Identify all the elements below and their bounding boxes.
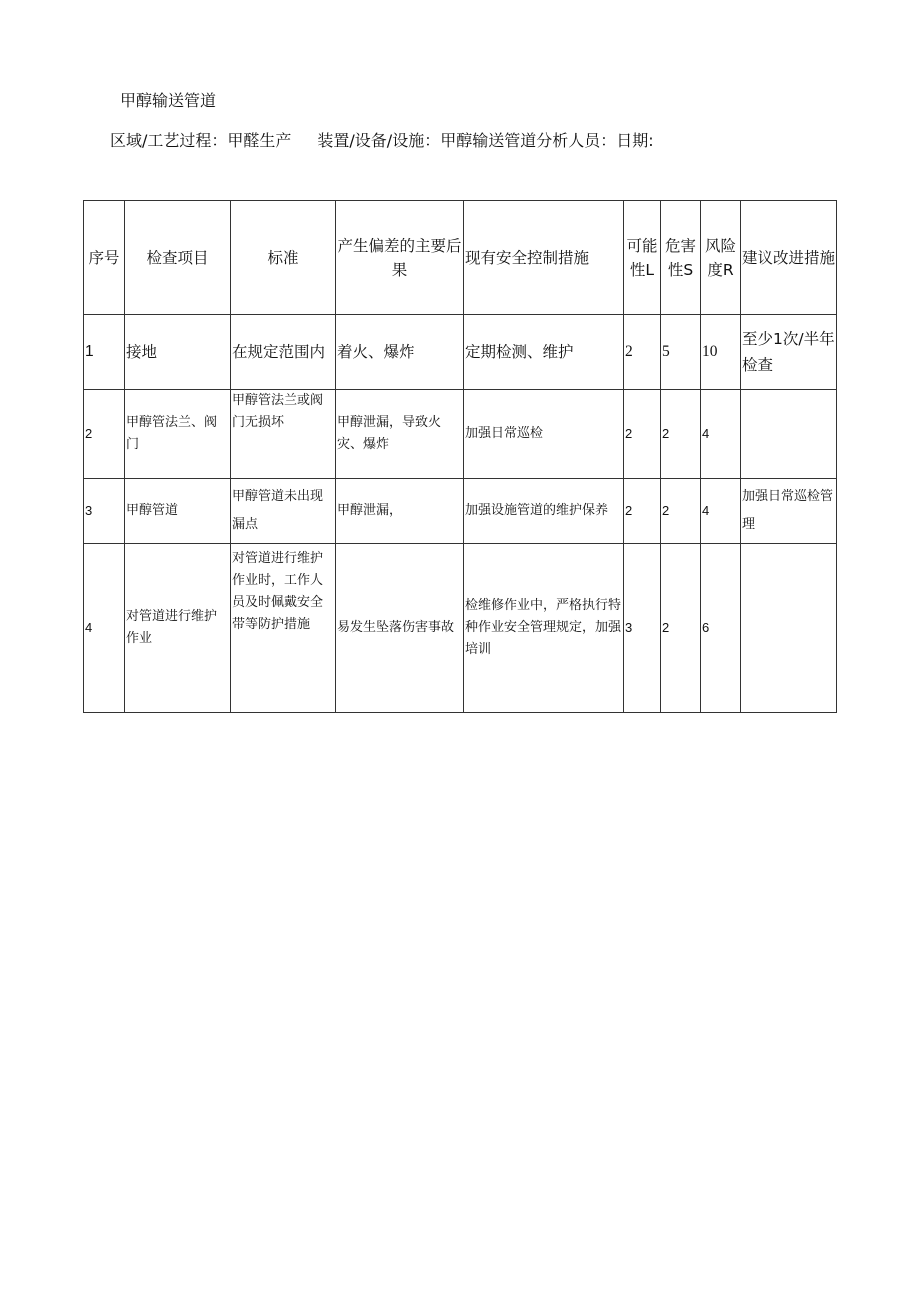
cell-item: 对管道进行维护作业 — [125, 544, 231, 713]
cell-suggestion: 至少1次/半年检查 — [741, 315, 837, 390]
cell-risk: 10 — [701, 315, 741, 390]
header-item: 检查项目 — [125, 201, 231, 315]
cell-likelihood: 2 — [624, 315, 661, 390]
cell-risk: 6 — [701, 544, 741, 713]
cell-severity: 5 — [661, 315, 701, 390]
cell-control: 加强设施管道的维护保养 — [464, 479, 624, 544]
cell-risk: 4 — [701, 390, 741, 479]
cell-consequence: 甲醇泄漏，导致火灾、爆炸 — [336, 390, 464, 479]
cell-likelihood: 3 — [624, 544, 661, 713]
cell-control: 加强日常巡检 — [464, 390, 624, 479]
cell-severity: 2 — [661, 390, 701, 479]
cell-likelihood: 2 — [624, 479, 661, 544]
table-row — [84, 390, 837, 479]
area-field: 区域/工艺过程：甲醛生产 — [110, 131, 292, 150]
cell-standard: 在规定范围内 — [231, 315, 336, 390]
header-suggestion: 建议改进措施 — [741, 201, 837, 315]
cell-severity: 2 — [661, 544, 701, 713]
header-severity: 危害性S — [661, 201, 701, 315]
cell-standard: 甲醇管法兰或阀门无损坏 — [231, 390, 336, 479]
table-row — [84, 544, 837, 713]
risk-analysis-table — [83, 200, 837, 713]
header-consequence: 产生偏差的主要后果 — [336, 201, 464, 315]
cell-standard: 对管道进行维护作业时，工作人员及时佩戴安全带等防护措施 — [231, 544, 336, 713]
table-row — [84, 479, 837, 544]
cell-no: 4 — [84, 544, 125, 713]
cell-consequence: 易发生坠落伤害事故 — [336, 544, 464, 713]
cell-suggestion — [741, 544, 837, 713]
cell-risk: 4 — [701, 479, 741, 544]
cell-control: 定期检测、维护 — [464, 315, 624, 390]
document-title: 甲醇输送管道 — [120, 91, 217, 110]
cell-item: 接地 — [125, 315, 231, 390]
cell-no: 3 — [84, 479, 125, 544]
table-header-row — [84, 201, 837, 315]
device-field: 装置/设备/设施：甲醇输送管道分析人员：日期: — [317, 131, 654, 150]
header-control: 现有安全控制措施 — [464, 201, 624, 315]
cell-severity: 2 — [661, 479, 701, 544]
cell-consequence: 着火、爆炸 — [336, 315, 464, 390]
header-risk: 风险度R — [701, 201, 741, 315]
cell-likelihood: 2 — [624, 390, 661, 479]
header-likelihood: 可能性L — [624, 201, 661, 315]
table-row — [84, 315, 837, 390]
cell-control: 检维修作业中，严格执行特种作业安全管理规定，加强培训 — [464, 544, 624, 713]
document-meta — [110, 128, 654, 151]
cell-suggestion — [741, 390, 837, 479]
cell-suggestion: 加强日常巡检管理 — [741, 479, 837, 544]
cell-no: 1 — [84, 315, 125, 390]
cell-standard: 甲醇管道未出现漏点 — [231, 479, 336, 544]
header-standard: 标准 — [231, 201, 336, 315]
header-no: 序号 — [84, 201, 125, 315]
cell-item: 甲醇管道 — [125, 479, 231, 544]
cell-no: 2 — [84, 390, 125, 479]
cell-consequence: 甲醇泄漏， — [336, 479, 464, 544]
cell-item: 甲醇管法兰、阀门 — [125, 390, 231, 479]
